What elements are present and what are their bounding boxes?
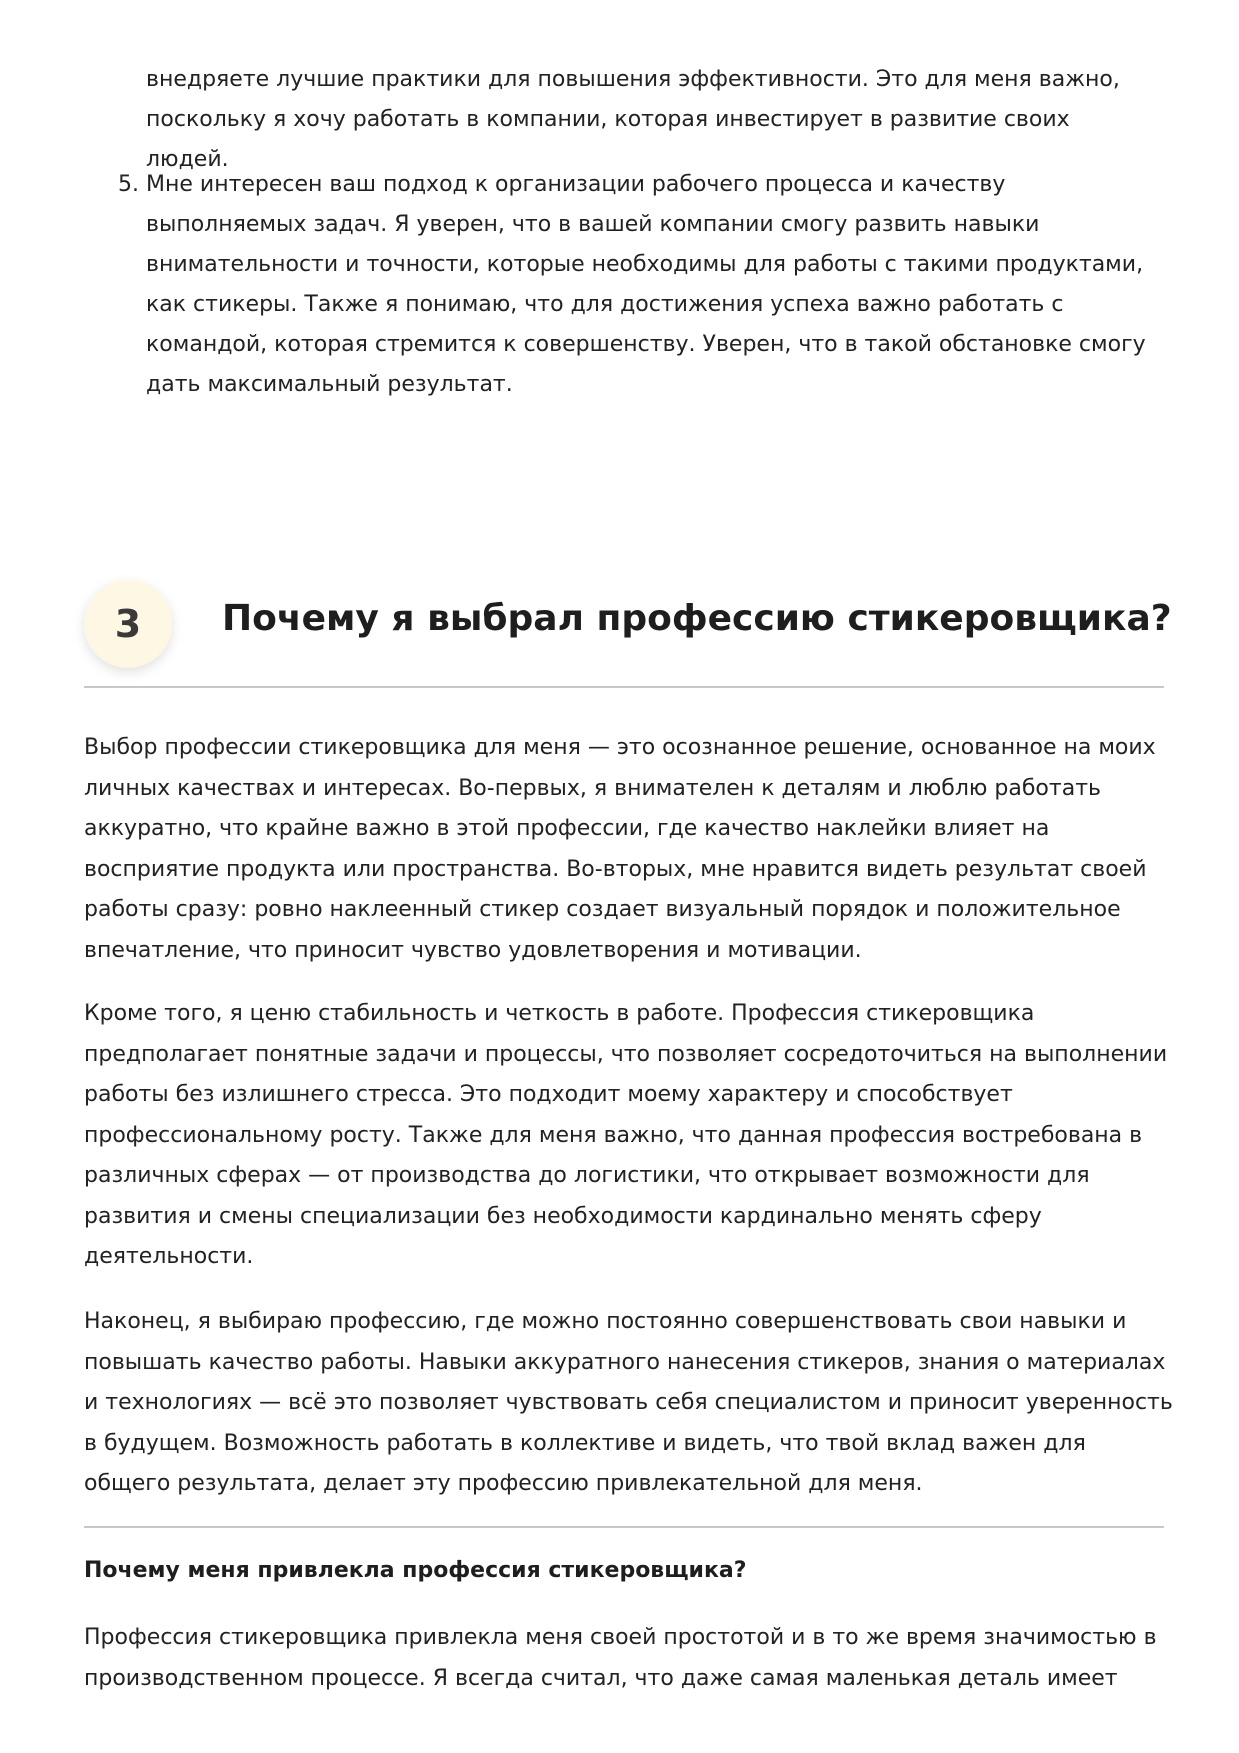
section-title: Почему я выбрал профессию стикеровщика?	[222, 598, 1172, 639]
section-paragraph-3: Наконец, я выбираю профессию, где можно постоянно совершенствовать свои навыки и повышать качество работы. Навыки аккуратного нанесения стикеров, знания о материалах и технологиях — всё это позволяет чувствовать себя специалистом и приносит уверенность в будущем. Возможность работать в коллективе и видеть, что твой вклад важен для общего результата, делает эту профессию привлекательной для меня.	[84, 1309, 1173, 1496]
list-item-text: Мне интересен ваш подход к организации рабочего процесса и качеству выполняемых задач. Я уверен, что в вашей компании смогу развить навыки внимательности и точности, которые необходимы для работы с такими продуктами, как стикеры. Также я понимаю, что для достижения успеха важно работать с командой, которая стремится к совершенству. Уверен, что в такой обстановке смогу дать максимальный результат.	[146, 172, 1146, 397]
subsection-title: Почему меня привлекла профессия стикеровщика?	[84, 1558, 747, 1583]
list-item-number: 5.	[118, 172, 139, 197]
section-heading	[84, 580, 1172, 688]
section-number-badge: 3	[84, 580, 172, 668]
section-divider	[84, 1526, 1164, 1528]
section-paragraph-2: Кроме того, я ценю стабильность и четкость в работе. Профессия стикеровщика предполагает понятные задачи и процессы, что позволяет сосредоточиться на выполнении работы без излишнего стресса. Это подходит моему характеру и способствует профессиональному росту. Также для меня важно, что данная профессия востребована в различных сферах — от производства до логистики, что открывает возможности для развития и смены специализации без необходимости кардинально менять сферу деятельности.	[84, 1001, 1168, 1269]
section-paragraph-1: Выбор профессии стикеровщика для меня — это осознанное решение, основанное на моих личных качествах и интересах. Во-первых, я внимателен к деталям и люблю работать аккуратно, что крайне важно в этой профессии, где качество наклейки влияет на восприятие продукта или пространства. Во-вторых, мне нравится видеть результат своей работы сразу: ровно наклеенный стикер создает визуальный порядок и положительное впечатление, что приносит чувство удовлетворения и мотивации.	[84, 735, 1156, 963]
numbered-list	[118, 165, 1156, 405]
list-item-continuation: внедряете лучшие практики для повышения эффективности. Это для меня важно, поскольку я хочу работать в компании, которая инвестирует в развитие своих людей.	[146, 67, 1120, 172]
subsection-paragraph: Профессия стикеровщика привлекла меня своей простотой и в то же время значимостью в производственном процессе. Я всегда считал, что даже самая маленькая деталь имеет	[84, 1625, 1157, 1691]
list-item	[118, 165, 1156, 405]
